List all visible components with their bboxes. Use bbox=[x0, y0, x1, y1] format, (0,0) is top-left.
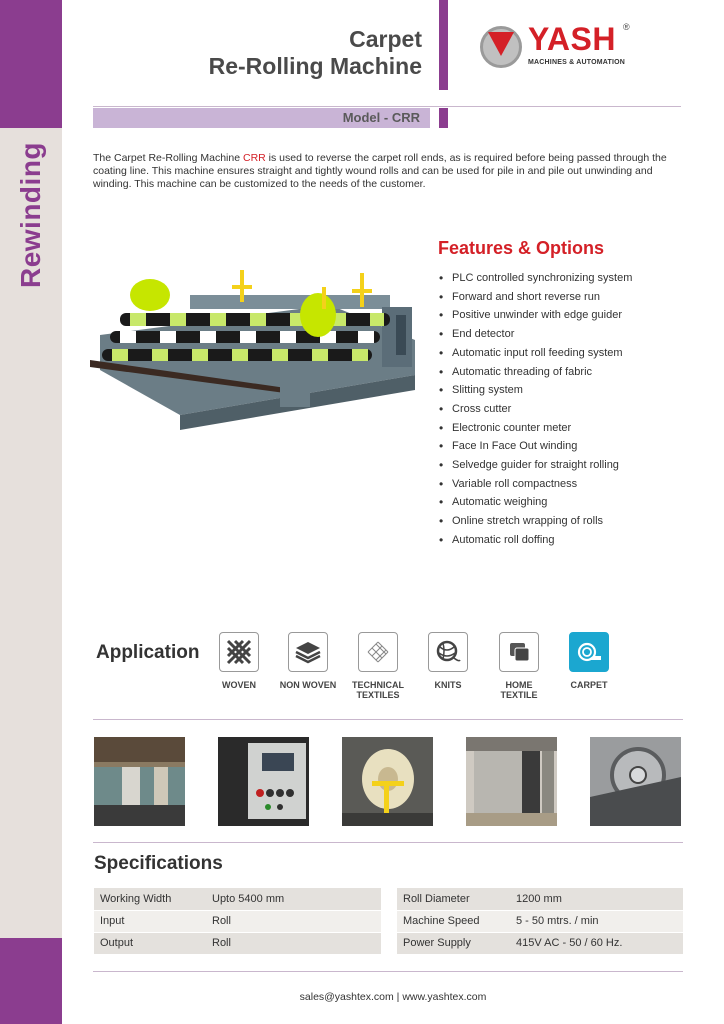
description-text: The Carpet Re-Rolling Machine bbox=[93, 152, 243, 164]
logo-name: YASH bbox=[528, 21, 616, 57]
page-title bbox=[209, 26, 422, 80]
table-row: Output Roll bbox=[94, 932, 381, 954]
model-rule bbox=[93, 106, 681, 107]
table-row: Working Width Upto 5400 mm bbox=[94, 888, 381, 910]
machine-image bbox=[90, 245, 420, 430]
divider bbox=[93, 719, 683, 720]
divider bbox=[93, 971, 683, 972]
feature-item: • PLC controlled synchronizing system bbox=[438, 269, 632, 288]
feature-item: • Automatic threading of fabric bbox=[438, 363, 632, 382]
specifications-table-left bbox=[94, 888, 381, 955]
table-row: Machine Speed 5 - 50 mtrs. / min bbox=[397, 910, 683, 932]
logo-v-mark-icon bbox=[488, 32, 514, 56]
non-woven-icon bbox=[288, 632, 328, 672]
application-technical-textiles bbox=[338, 632, 418, 700]
model-label: Model - CRR bbox=[342, 110, 420, 125]
divider bbox=[93, 842, 683, 843]
sidebar-bottom-band bbox=[0, 938, 62, 1024]
yash-logo bbox=[480, 22, 640, 74]
photo-roll-holder bbox=[342, 737, 433, 826]
application-label: NON WOVEN bbox=[279, 680, 337, 690]
feature-item: • Face In Face Out winding bbox=[438, 437, 632, 456]
application-non-woven bbox=[268, 632, 348, 690]
feature-item: • Variable roll compactness bbox=[438, 475, 632, 494]
technical-textiles-icon bbox=[358, 632, 398, 672]
application-label: KNITS bbox=[434, 680, 462, 690]
header-divider bbox=[439, 0, 448, 90]
feature-item: • Positive unwinder with edge guider bbox=[438, 306, 632, 325]
application-label: WOVEN bbox=[221, 680, 256, 690]
application-label: CARPET bbox=[570, 680, 608, 690]
feature-item: • End detector bbox=[438, 325, 632, 344]
feature-item: • Automatic weighing bbox=[438, 493, 632, 512]
feature-item: • Selvedge guider for straight rolling bbox=[438, 456, 632, 475]
knits-icon bbox=[428, 632, 468, 672]
photo-cutter bbox=[590, 737, 681, 826]
woven-icon bbox=[219, 632, 259, 672]
description bbox=[93, 152, 688, 191]
category-label: Rewinding bbox=[15, 141, 46, 289]
logo-tagline: MACHINES & AUTOMATION bbox=[528, 59, 626, 66]
application-home-textile bbox=[479, 632, 559, 700]
feature-item: • Electronic counter meter bbox=[438, 419, 632, 438]
application-woven bbox=[199, 632, 279, 690]
table-row: Input Roll bbox=[94, 910, 381, 932]
description-model-code: CRR bbox=[242, 152, 266, 164]
photo-carpet-rolls bbox=[94, 737, 185, 826]
features-title: Features & Options bbox=[438, 238, 605, 258]
footer-contact[interactable]: sales@yashtex.com | www.yashtex.com bbox=[299, 991, 487, 1003]
application-title: Application bbox=[96, 642, 200, 663]
application-knits bbox=[408, 632, 488, 690]
features-list bbox=[438, 269, 632, 550]
specifications-title: Specifications bbox=[94, 853, 223, 874]
feature-item: • Slitting system bbox=[438, 381, 632, 400]
feature-item: • Cross cutter bbox=[438, 400, 632, 419]
feature-item: • Online stretch wrapping of rolls bbox=[438, 512, 632, 531]
feature-item: • Forward and short reverse run bbox=[438, 288, 632, 307]
carpet-icon bbox=[569, 632, 609, 672]
photo-rollers bbox=[466, 737, 557, 826]
application-label: TECHNICAL TEXTILES bbox=[352, 680, 404, 700]
feature-item: • Automatic input roll feeding system bbox=[438, 344, 632, 363]
table-row: Power Supply 415V AC - 50 / 60 Hz. bbox=[397, 932, 683, 954]
title-line-1: Carpet bbox=[349, 26, 422, 52]
feature-item: • Automatic roll doffing bbox=[438, 531, 632, 550]
home-textile-icon bbox=[499, 632, 539, 672]
photo-control-panel bbox=[218, 737, 309, 826]
specifications-table-right bbox=[397, 888, 683, 955]
application-label: HOME TEXTILE bbox=[500, 680, 538, 700]
logo-registered-mark: ® bbox=[623, 22, 630, 32]
title-line-2: Re-Rolling Machine bbox=[208, 53, 422, 79]
table-row: Roll Diameter 1200 mm bbox=[397, 888, 683, 910]
sidebar-top-band bbox=[0, 0, 62, 128]
model-accent bbox=[439, 108, 448, 128]
application-carpet bbox=[549, 632, 629, 690]
description-text-rest: is used to reverse the carpet roll ends, as is required before being passed through the coating line. This machine ensures straight and tightly wound rolls and can be used for pile in and pile out unwinding and winding. This machine can be customized to the needs of the customer. bbox=[93, 152, 667, 190]
